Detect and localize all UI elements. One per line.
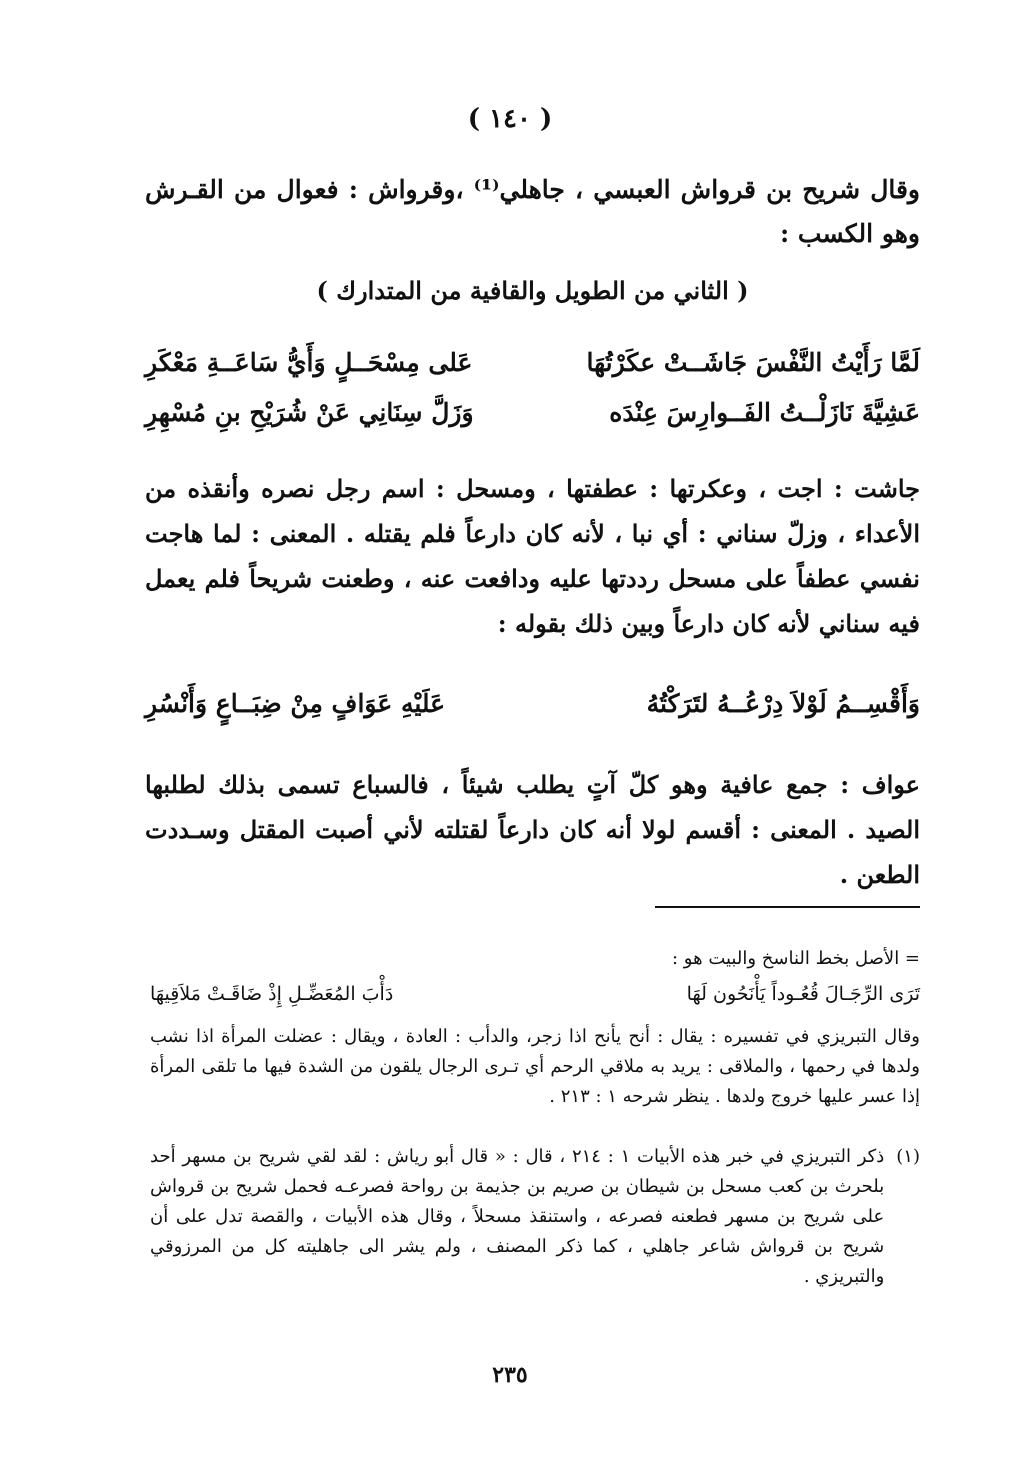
footnote-divider bbox=[655, 906, 920, 908]
page-number: ٢٣٥ bbox=[492, 1362, 528, 1388]
meter-heading: ( الثاني من الطويل والقافية من المتدارك ) bbox=[316, 276, 749, 305]
footnote-number: (١) bbox=[896, 1146, 920, 1167]
verse-second-hemistich: عَلى مِسْحَــلٍ وَأَيُّ سَاعَــةِ مَعْكَرِ bbox=[145, 347, 473, 377]
verse-first-hemistich: لَمَّا رَأَيْتُ النَّفْسَ جَاشَــتْ عكَرْتُهَا bbox=[586, 347, 920, 377]
verse-first-hemistich: وَأَقْسِــمُ لَوْلاَ دِرْعُــهُ لتَرَكْتُهُ bbox=[646, 688, 920, 718]
footnote-1 bbox=[150, 1142, 920, 1292]
verse-first-hemistich: عَشِيَّةَ نَازَلْــتُ الفَــوارِسَ عِنْدَه bbox=[609, 397, 920, 427]
verse-second-hemistich: عَلَيْهِ عَوَافٍ مِنْ ضِبَــاعٍ وَأَنْسُرِ bbox=[145, 688, 446, 718]
verse-first-hemistich: تَرَى الرِّجَـالَ قُعُـوداً يَأْنَحُون لَهَا bbox=[686, 983, 920, 1005]
footnote-continuation-intro: = الأصل بخط الناسخ والبيت هو : bbox=[672, 948, 920, 969]
verse-line bbox=[145, 386, 920, 438]
footnote-verse bbox=[150, 978, 920, 1010]
commentary-paragraph: جاشت : اجت ، وعكرتها : عطفتها ، ومسحل : اسم رجل نصره وأنقذه من الأعداء ، وزلّ سناني : أي نبا ، لأنه كان دارعاً فلم يقتله . المعنى : لما هاجت نفسي عطفاً على مسحل رددتها عليه ودافعت عنه ، وطعنت شريحاً فلم يعمل فيه سناني لأنه كان دارعاً وبين ذلك بقوله : bbox=[145, 474, 920, 638]
page-marker: ( ١٤٠ ) bbox=[467, 104, 553, 134]
footnote-continuation-body: وقال التبريزي في تفسيره : يقال : أنح يأنح اذا زجر، والدأب : العادة ، ويقال : عضلت المرأة اذا نشب ولدها في رحمها ، والملاقى : يريد به ملاقي الرحم أي تـرى الرجال يلقون من الشدة فيها ما تلقى المرأة إذا عسر عليها خروج ولدها . ينظر شرحه ١ : ٢١٣ . bbox=[150, 1026, 920, 1107]
verse-second-hemistich: وَزَلَّ سِنَانِي عَنْ شُرَيْحِ بنِ مُسْهِرِ bbox=[145, 397, 474, 427]
verse-second-hemistich: دَأْبَ المُعَضِّـلِ إِذْ ضَاقَـتْ مَلاَقِيهَا bbox=[150, 983, 394, 1005]
verse-line bbox=[145, 336, 920, 388]
verse-line bbox=[145, 677, 920, 729]
footnote-text: ذكر التبريزي في خبر هذه الأبيات ١ : ٢١٤ ، قال : « قال أبو رياش : لقد لقي شريح بن مسهر أحد بلحرث بن كعب مسحل بن شيطان بن صريم بن جذيمة بن رواحة فصرعـه فحمل شريح بن قرواش على شريح بن مسهر فطعنه فصرعه ، واستنقذ مسحلاً ، وقال هذه الأبيات ، والقصة تدل على أن شريح بن قرواش شاعر جاهلي ، كما ذكر المصنف ، ولم يشر الى جاهليته كل من المرزوقي والتبريزي . bbox=[150, 1146, 885, 1287]
intro-paragraph: وقال شريح بن قرواش العبسي ، جاهلي⁽¹⁾ ،وقرواش : فعوال من القـرش وهو الكسب : bbox=[145, 175, 921, 248]
commentary-paragraph: عواف : جمع عافية وهو كلّ آتٍ يطلب شيئاً ، فالسباع تسمى بذلك لطلبها الصيد . المعنى : أقسم لولا أنه كان دارعاً لقتلته لأني أصبت المقتل وسـددت الطعن . bbox=[145, 770, 920, 889]
